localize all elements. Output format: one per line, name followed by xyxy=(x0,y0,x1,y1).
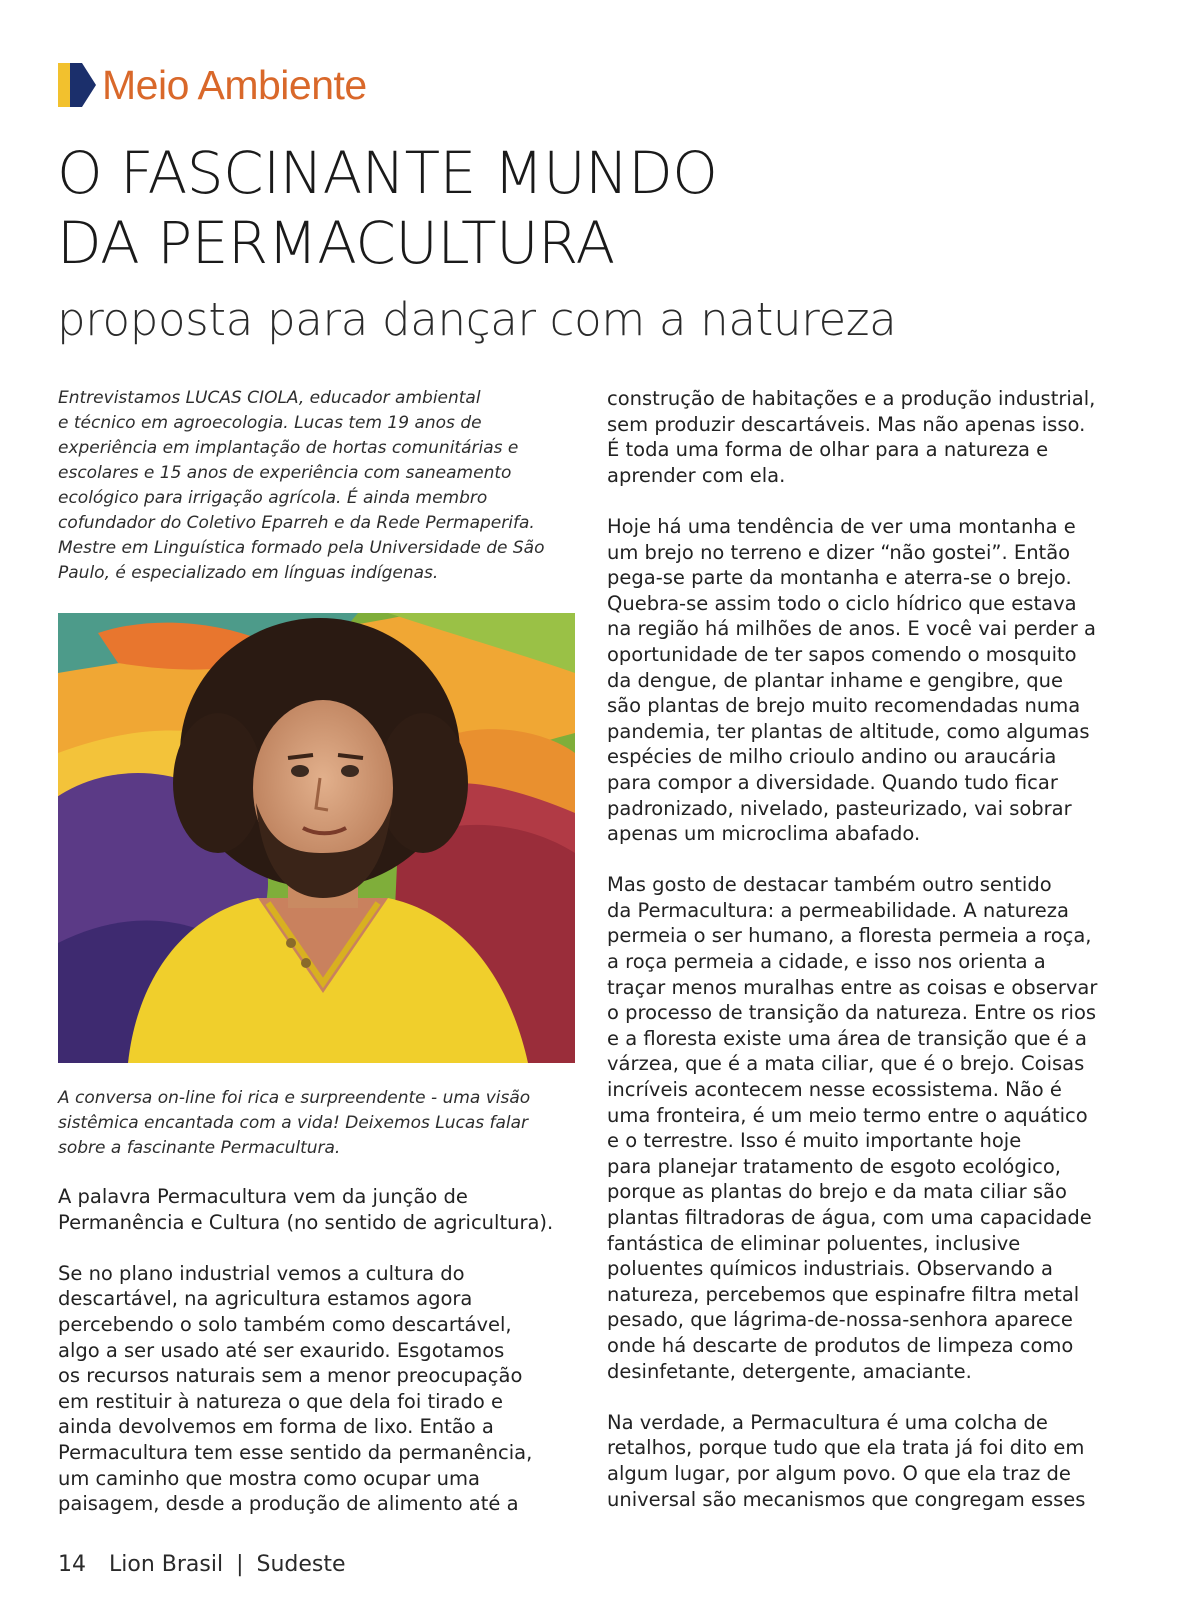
text-line: padronizado, nivelado, pasteurizado, vai sobrar xyxy=(607,796,1072,820)
paragraph xyxy=(58,1184,598,1235)
text-line: na região há milhões de anos. E você vai perder a xyxy=(607,617,1096,641)
portrait-illustration xyxy=(58,613,575,1063)
text-line: porque as plantas do brejo e da mata ciliar são xyxy=(607,1180,1067,1204)
caption-line: sobre a fascinante Permacultura. xyxy=(58,1138,341,1158)
intro-line: Paulo, é especializado em línguas indígenas. xyxy=(58,563,439,583)
text-line: plantas filtradoras de água, com uma capacidade xyxy=(607,1206,1092,1229)
text-line: Se no plano industrial vemos a cultura do xyxy=(58,1261,465,1285)
photo-caption xyxy=(58,1086,578,1161)
text-line: ainda devolvemos em forma de lixo. Então a xyxy=(58,1415,494,1439)
caption-line: A conversa on-line foi rica e surpreendente - uma visão xyxy=(58,1088,531,1108)
text-line: aprender com ela. xyxy=(607,463,786,487)
section-tag xyxy=(58,62,367,108)
region-name: Sudeste xyxy=(256,1552,346,1577)
text-line: um caminho que mostra como ocupar uma xyxy=(58,1466,480,1490)
text-line: natureza, percebemos que espinafre filtra metal xyxy=(607,1282,1080,1306)
portrait-photo xyxy=(58,613,575,1063)
article-subtitle: proposta para dançar com a natureza xyxy=(57,293,897,346)
text-line: algum lugar, por algum povo. O que ela traz de xyxy=(607,1461,1071,1485)
text-line: percebendo o solo também como descartável, xyxy=(58,1312,512,1336)
text-line: paisagem, desde a produção de alimento até a xyxy=(58,1492,519,1516)
intro-line: cofundador do Coletivo Eparreh e da Rede Permaperifa. xyxy=(58,513,535,533)
text-line: É toda uma forma de olhar para a natureza e xyxy=(607,438,1049,462)
text-line: espécies de milho crioulo andino ou araucária xyxy=(607,745,1057,769)
text-line: pandemia, ter plantas de altitude, como algumas xyxy=(607,719,1090,743)
text-line: em restituir à natureza o que dela foi tirado e xyxy=(58,1389,504,1413)
text-line: descartável, na agricultura estamos agora xyxy=(58,1287,473,1311)
text-line: um brejo no terreno e dizer “não gostei”. Então xyxy=(607,540,1071,564)
publication-name: Lion Brasil xyxy=(109,1552,224,1577)
title-line-1: O FASCINANTE MUNDO xyxy=(57,139,718,207)
caption-line: sistêmica encantada com a vida! Deixemos Lucas falar xyxy=(58,1113,529,1133)
paragraph xyxy=(607,514,1147,847)
paragraph xyxy=(58,1261,598,1517)
text-line: pesado, que lágrima-de-nossa-senhora aparece xyxy=(607,1308,1073,1332)
text-line: pega-se parte da montanha e aterra-se o brejo. xyxy=(607,566,1072,590)
text-line: a roça permeia a cidade, e isso nos orienta a xyxy=(607,950,1046,974)
text-line: Na verdade, a Permacultura é uma colcha de xyxy=(607,1410,1048,1434)
text-line: A palavra Permacultura vem da junção de xyxy=(58,1185,468,1208)
intro-line: Mestre em Linguística formado pela Universidade de São xyxy=(58,538,545,558)
intro-line: escolares e 15 anos de experiência com saneamento xyxy=(58,463,512,483)
text-line: poluentes químicos industriais. Observando a xyxy=(607,1257,1053,1281)
text-line: incríveis acontecem nesse ecossistema. Não é xyxy=(607,1078,1062,1102)
intro-line: Entrevistamos LUCAS CIOLA, educador ambiental xyxy=(58,388,481,408)
text-line: o processo de transição da natureza. Entre os rios xyxy=(607,1001,1097,1025)
intro-line: experiência em implantação de hortas comunitárias e xyxy=(58,438,519,458)
text-line: da Permacultura: a permeabilidade. A natureza xyxy=(607,898,1069,922)
text-line: fantástica de eliminar poluentes, inclusive xyxy=(607,1231,1021,1255)
article-title xyxy=(57,138,717,278)
section-label: Meio Ambiente xyxy=(102,62,367,108)
text-line: construção de habitações e a produção industrial, xyxy=(607,387,1096,410)
title-line-2: DA PERMACULTURA xyxy=(57,209,615,277)
right-column-body xyxy=(607,386,1147,1512)
chevron-right-icon xyxy=(58,63,98,107)
text-line: os recursos naturais sem a menor preocupação xyxy=(58,1364,523,1388)
intro-line: ecológico para irrigação agrícola. É ainda membro xyxy=(58,488,488,508)
text-line: para planejar tratamento de esgoto ecológico, xyxy=(607,1154,1061,1178)
text-line: desinfetante, detergente, amaciante. xyxy=(607,1359,972,1383)
text-line: sem produzir descartáveis. Mas não apenas isso. xyxy=(607,412,1086,436)
paragraph xyxy=(607,872,1147,1384)
text-line: traçar menos muralhas entre as coisas e observar xyxy=(607,975,1098,999)
text-line: apenas um microclima abafado. xyxy=(607,822,921,846)
text-line: universal são mecanismos que congregam esses xyxy=(607,1487,1086,1511)
text-line: onde há descarte de produtos de limpeza como xyxy=(607,1333,1074,1357)
intro-line: e técnico em agroecologia. Lucas tem 19 anos de xyxy=(58,413,482,433)
page-number: 14 xyxy=(58,1552,86,1577)
text-line: Quebra-se assim todo o ciclo hídrico que estava xyxy=(607,591,1077,615)
text-line: retalhos, porque tudo que ela trata já foi dito em xyxy=(607,1436,1085,1460)
text-line: e a floresta existe uma área de transição que é a xyxy=(607,1026,1087,1050)
paragraph xyxy=(607,1410,1147,1512)
paragraph xyxy=(607,386,1147,488)
text-line: Permanência e Cultura (no sentido de agricultura). xyxy=(58,1210,554,1234)
text-line: permeia o ser humano, a floresta permeia a roça, xyxy=(607,924,1092,948)
footer-separator: | xyxy=(236,1552,244,1577)
text-line: para compor a diversidade. Quando tudo ficar xyxy=(607,770,1058,794)
text-line: uma fronteira, é um meio termo entre o aquático xyxy=(607,1103,1088,1127)
text-line: várzea, que é a mata ciliar, que é o brejo. Coisas xyxy=(607,1052,1085,1076)
text-line: Hoje há uma tendência de ver uma montanha e xyxy=(607,514,1076,538)
text-line: são plantas de brejo muito recomendadas numa xyxy=(607,694,1081,718)
text-line: oportunidade de ter sapos comendo o mosquito xyxy=(607,642,1077,666)
text-line: Mas gosto de destacar também outro sentido xyxy=(607,873,1052,897)
left-column-body xyxy=(58,1184,598,1517)
text-line: Permacultura tem esse sentido da permanência, xyxy=(58,1440,533,1464)
text-line: algo a ser usado até ser exaurido. Esgotamos xyxy=(58,1338,505,1362)
page-footer xyxy=(58,1552,346,1577)
text-line: da dengue, de plantar inhame e gengibre, que xyxy=(607,668,1063,692)
intro-text xyxy=(58,386,578,586)
text-line: e o terrestre. Isso é muito importante hoje xyxy=(607,1129,1022,1153)
